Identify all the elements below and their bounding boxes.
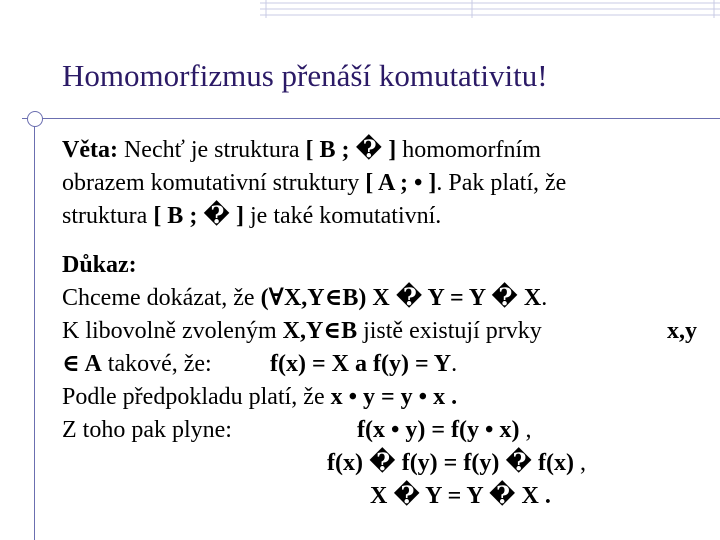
structure-b: [ B ; � ] <box>305 137 397 163</box>
horizontal-rule <box>22 118 720 119</box>
proof-text: . <box>541 285 548 311</box>
structure-b: [ B ; � ] <box>153 203 245 229</box>
proof-text: , <box>519 417 532 443</box>
theorem-text: obrazem komutativní struktury <box>62 170 366 196</box>
proof-line-2 <box>62 315 697 348</box>
proof-line-1 <box>62 282 547 315</box>
proof-block <box>62 249 697 513</box>
proof-formula-group <box>270 348 457 381</box>
theorem-label: Věta: <box>62 137 118 163</box>
proof-line-5 <box>62 414 547 447</box>
theorem-line-3 <box>62 200 566 233</box>
proof-text: Z toho pak plyne: <box>62 417 232 443</box>
structure-a: [ A ; • ] <box>365 170 437 196</box>
proof-text: K libovolně zvoleným <box>62 318 283 344</box>
proof-label-line <box>62 249 547 282</box>
proof-text: , <box>574 450 587 476</box>
theorem-text: je také komutativní. <box>244 203 442 229</box>
proof-text: Chceme dokázat, že <box>62 285 261 311</box>
proof-label: Důkaz: <box>62 252 137 278</box>
proof-formula: x • y = y • x . <box>330 384 458 410</box>
theorem-text: homomorfním <box>396 137 541 163</box>
proof-line-6 <box>62 447 587 480</box>
proof-line-7 <box>62 480 551 513</box>
theorem-block <box>62 134 566 233</box>
proof-formula: f(x) � f(y) = f(y) � f(x) <box>327 450 575 476</box>
rule-circle-ornament <box>27 111 43 127</box>
proof-formula: x,y <box>667 318 697 344</box>
theorem-line-2 <box>62 167 566 200</box>
theorem-line-1 <box>62 134 566 167</box>
proof-text: Podle předpokladu platí, že <box>62 384 331 410</box>
proof-formula: X,Y∈B <box>282 318 358 344</box>
proof-formula-group <box>327 447 586 480</box>
proof-formula: ∈ A <box>62 351 102 377</box>
proof-formula: f(x • y) = f(y • x) <box>357 417 520 443</box>
theorem-text: Nechť je struktura <box>117 137 306 163</box>
theorem-text: struktura <box>62 203 154 229</box>
vertical-rule <box>34 118 35 540</box>
proof-formula-group <box>357 414 531 447</box>
proof-text: . <box>451 351 458 377</box>
proof-formula: f(x) = X a f(y) = Y <box>270 351 452 377</box>
proof-line-3 <box>62 348 547 381</box>
proof-formula: (∀X,Y∈B) X � Y = Y � X <box>260 285 542 311</box>
proof-line-4 <box>62 381 547 414</box>
proof-formula: X � Y = Y � X . <box>370 483 551 509</box>
proof-text: jistě existují prvky <box>357 318 542 344</box>
proof-text: takové, že: <box>101 351 212 377</box>
slide-title: Homomorfizmus přenáší komutativitu! <box>62 58 548 93</box>
top-grid-decoration <box>260 0 720 18</box>
theorem-text: . Pak platí, že <box>436 170 567 196</box>
